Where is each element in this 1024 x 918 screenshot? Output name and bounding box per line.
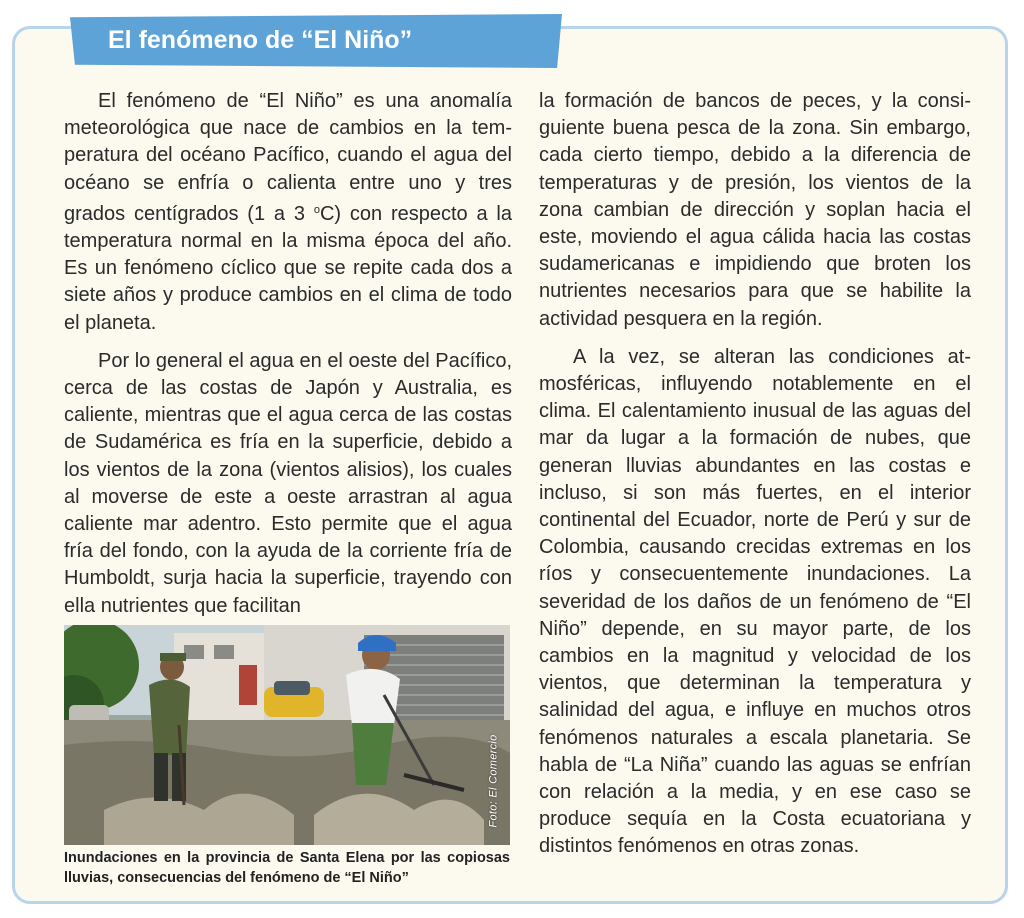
paragraph-1-text-end: C) con respecto a la temperatura normal en la misma época del año. Es un fenómeno cíclico que se repite cada dos a siete años y produce cambios en el clima de todo el planeta. [64, 202, 512, 334]
paragraph-2: Por lo general el agua en el oeste del Pacífico, cerca de las costas de Japón y Australia, es caliente, mientras que el agua cerca de las costas de Sudamérica es fría en la superficie, debido a los vientos de la zona (vientos alisios), los cuales al moverse de este a oeste arrastran al agua caliente mar adentro. Esto permite que el agua fría del fondo, con la ayuda de la corriente fría de Humboldt, surja hacia la superficie, trayendo con ella nutrientes que facilitan [64, 349, 512, 617]
paragraph-3: A la vez, se alteran las condiciones atmosféricas, influyendo notablemente en el clima. El calentamiento inusual de las aguas del mar da lugar a la formación de nubes, que generan lluvias abundantes en las costas e incluso, si son más fuertes, en el interior continental del Ecuador, norte de Perú y sur de Colombia, causando crecidas extremas en los ríos y consecuentemente inundaciones. La severidad de los daños de un fenómeno de “El Niño” depende, en su mayor parte, de los cambios en la magnitud y velocidad de los vientos, que determinan la temperatura y salinidad del agua, e influye en muchos otros fenómenos naturales a escala planetaria. Se habla de “La Niña” cuando las aguas se enfrían con relación a la media, y en ese caso se produce sequía en la Costa ecuatoriana y distintos fenómenos en otras zonas. [539, 345, 971, 858]
left-column [64, 88, 512, 631]
right-column [539, 88, 971, 872]
photo-credit: Foto: El Comercio [487, 734, 500, 828]
flood-photo-illustration [64, 625, 510, 845]
paragraph-1 [64, 88, 512, 337]
flood-photo [64, 625, 510, 845]
photo-caption: Inundaciones en la provincia de Santa Elena por las copiosas lluvias, consecuencias del fenómeno de “El Niño” [64, 850, 510, 886]
paragraph-1-text: El fenómeno de “El Niño” es una anomalía meteorológica que nace de cambios en la temperatura del océano Pacífico, cuando el agua del océano se enfría o calienta entre uno y tres grados centígrados (1 a 3 [64, 90, 512, 225]
degree-superscript: o [313, 203, 320, 216]
page-title: El fenómeno de “El Niño” [108, 26, 413, 54]
paragraph-2-continued: la formación de bancos de peces, y la consiguiente buena pesca de la zona. Sin embargo, cada cierto tiempo, debido a la diferencia de temperaturas y de presión, los vientos de la zona cambian de dirección y soplan hacia el este, moviendo el agua cálida hacia las costas sudamericanas e impidiendo que broten los nutrientes necesarios para que se habilite la actividad pesquera en la región. [539, 90, 971, 330]
